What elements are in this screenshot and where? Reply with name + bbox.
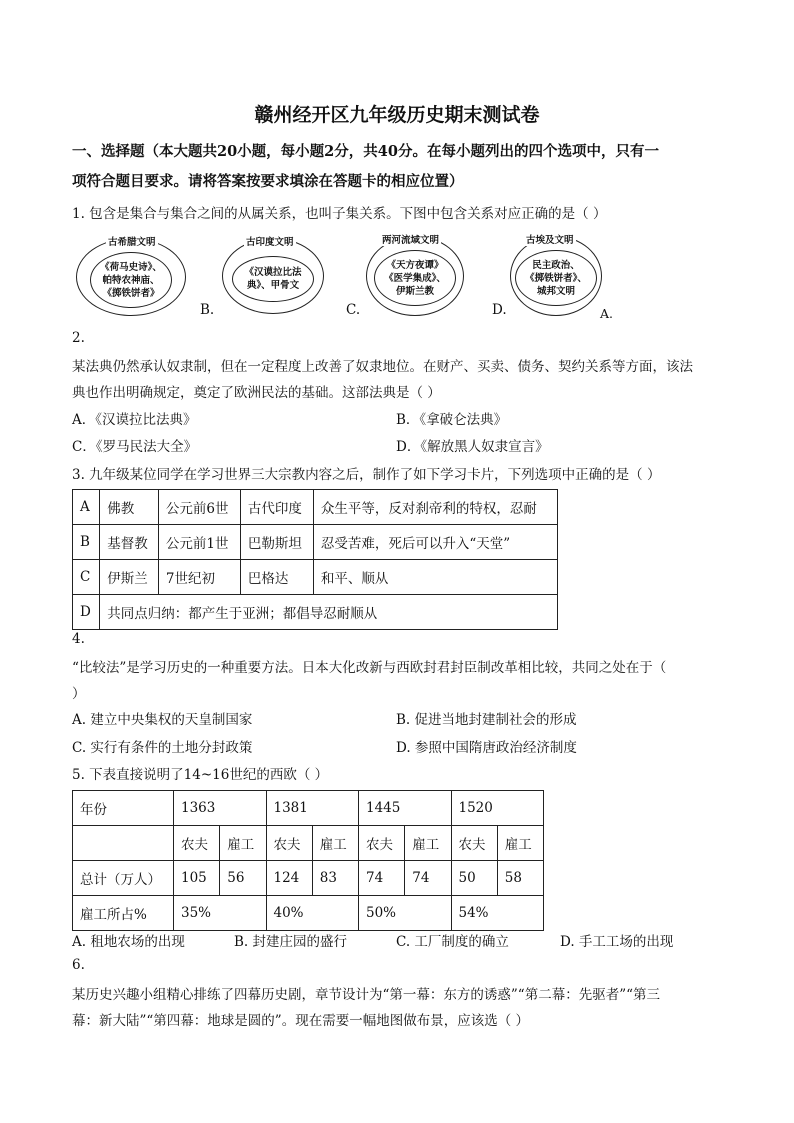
table-cell: B — [73, 525, 100, 560]
table-cell: C — [73, 560, 100, 595]
q2-stem-line1: 某法典仍然承认奴隶制，但在一定程度上改善了奴隶地位。在财产、买卖、债务、契约关系等方面，该法 — [72, 359, 693, 375]
table-cell: 年份 — [73, 791, 174, 826]
q4-option-b: B. 促进当地封建制社会的形成 — [396, 712, 577, 728]
table-cell: 佛教 — [100, 490, 159, 525]
diagram-inner-set: 《汉谟拉比法 典》、甲骨文 — [232, 256, 314, 302]
table-row — [73, 826, 544, 861]
table-cell: 雇工 — [405, 826, 451, 861]
table-row — [73, 896, 544, 931]
table-cell — [73, 826, 174, 861]
table-cell: 56 — [220, 861, 266, 896]
table-cell: 巴格达 — [240, 560, 313, 595]
table-cell: 105 — [174, 861, 220, 896]
diagram-inner-set: 民主政治、 《掷铁饼者》、 城邦文明 — [515, 250, 597, 306]
diagram-outer-label: 两河流域文明 — [380, 232, 441, 246]
table-cell: 雇工 — [312, 826, 358, 861]
table-row — [73, 791, 544, 826]
q2-number: 2. — [72, 330, 85, 346]
table-cell: 50% — [359, 896, 452, 931]
section-heading-line1: 一、选择题（本大题共20小题，每小题2分，共40分。在每小题列出的四个选项中，只有一 — [72, 143, 659, 160]
q5-population-table — [72, 790, 544, 931]
q3-religion-table — [72, 489, 558, 630]
table-row — [73, 490, 558, 525]
q1-stem: 1. 包含是集合与集合之间的从属关系，也叫子集关系。下图中包含关系对应正确的是（ ） — [72, 206, 607, 222]
table-cell: 雇工所占% — [73, 896, 174, 931]
table-cell: 35% — [174, 896, 267, 931]
q6-number: 6. — [72, 957, 85, 973]
table-cell: 巴勒斯坦 — [240, 525, 313, 560]
q5-option-a: A. 租地农场的出现 — [72, 934, 185, 950]
q2-stem-line2: 典也作出明确规定，奠定了欧洲民法的基础。这部法典是（ ） — [72, 385, 441, 401]
q4-stem-line1: “比较法”是学习历史的一种重要方法。日本大化改新与西欧封君封臣制改革相比较，共同之处在于（ — [72, 660, 667, 676]
table-cell: 1520 — [451, 791, 544, 826]
q3-stem: 3. 九年级某位同学在学习世界三大宗教内容之后，制作了如下学习卡片，下列选项中正确的是（ ） — [72, 467, 661, 483]
table-cell: 农夫 — [266, 826, 312, 861]
table-cell: 伊斯兰 — [100, 560, 159, 595]
q5-option-d: D. 手工工场的出现 — [560, 934, 674, 950]
q2-option-d: D．《解放黑人奴隶宣言》 — [396, 439, 549, 455]
q1-diagram-a — [76, 234, 186, 318]
table-cell: 1445 — [359, 791, 452, 826]
table-cell: A — [73, 490, 100, 525]
table-cell: 1363 — [174, 791, 267, 826]
q6-stem-line2: 幕：新大陆”“第四幕：地球是圆的”。现在需要一幅地图做布景，应该选（ ） — [72, 1013, 529, 1029]
q1-option-a-letter: A. — [600, 306, 614, 321]
table-cell: 农夫 — [451, 826, 497, 861]
table-cell: 农夫 — [174, 826, 220, 861]
table-cell: D — [73, 595, 100, 630]
table-row — [73, 560, 558, 595]
table-cell: 和平、顺从 — [313, 560, 557, 595]
table-cell: 7世纪初 — [158, 560, 240, 595]
diagram-inner-set: 《天方夜谭》 《医学集成》、 伊斯兰教 — [374, 250, 456, 306]
table-cell: 74 — [359, 861, 405, 896]
q1-option-d-letter: D. — [492, 302, 507, 318]
table-row — [73, 595, 558, 630]
table-cell: 公元前6世 — [158, 490, 240, 525]
q4-stem-line2: ） — [72, 686, 86, 702]
table-cell: 雇工 — [220, 826, 266, 861]
q1-diagram-d — [510, 232, 606, 318]
q4-option-a: A. 建立中央集权的天皇制国家 — [72, 712, 253, 728]
table-cell: 1381 — [266, 791, 359, 826]
table-row — [73, 525, 558, 560]
diagram-outer-label: 古印度文明 — [244, 234, 296, 248]
table-cell: 雇工 — [497, 826, 543, 861]
table-cell: 74 — [405, 861, 451, 896]
q1-diagram-c — [366, 232, 466, 318]
table-cell: 古代印度 — [240, 490, 313, 525]
q4-number: 4. — [72, 631, 85, 647]
table-cell: 公元前1世 — [158, 525, 240, 560]
q5-option-b: B. 封建庄园的盛行 — [234, 934, 348, 950]
table-row — [73, 861, 544, 896]
section-heading-line2: 项符合题目要求。请将答案按要求填涂在答题卡的相应位置） — [72, 173, 464, 190]
q5-option-c: C. 工厂制度的确立 — [396, 934, 509, 950]
table-cell: 124 — [266, 861, 312, 896]
page-title: 赣州经开区九年级历史期末测试卷 — [254, 104, 540, 126]
table-cell: 总计（万人） — [73, 861, 174, 896]
table-cell: 忍受苦难，死后可以升入“天堂” — [313, 525, 557, 560]
table-cell: 83 — [312, 861, 358, 896]
diagram-outer-label: 古希腊文明 — [106, 234, 158, 248]
table-cell: 农夫 — [359, 826, 405, 861]
diagram-outer-label: 古埃及文明 — [524, 232, 576, 246]
q4-option-c: C. 实行有条件的土地分封政策 — [72, 740, 253, 756]
table-cell: 54% — [451, 896, 544, 931]
q2-option-b: B．《拿破仑法典》 — [396, 412, 508, 428]
q1-option-c-letter: C. — [346, 302, 361, 318]
q4-option-d: D. 参照中国隋唐政治经济制度 — [396, 740, 577, 756]
table-cell: 共同点归纳：都产生于亚洲；都倡导忍耐顺从 — [100, 595, 558, 630]
q1-diagram-b — [222, 234, 328, 318]
q2-option-c: C．《罗马民法大全》 — [72, 439, 198, 455]
q1-option-b-letter: B. — [200, 302, 215, 318]
table-cell: 58 — [497, 861, 543, 896]
table-cell: 40% — [266, 896, 359, 931]
table-cell: 众生平等，反对刹帝利的特权，忍耐 — [313, 490, 557, 525]
table-cell: 基督教 — [100, 525, 159, 560]
diagram-inner-set: 《荷马史诗》、 帕特农神庙、 《掷铁饼者》 — [90, 252, 172, 308]
q2-option-a: A．《汉谟拉比法典》 — [72, 412, 197, 428]
q6-stem-line1: 某历史兴趣小组精心排练了四幕历史剧，章节设计为“第一幕：东方的诱惑”“第二幕：先驱者”“第三 — [72, 987, 661, 1003]
table-cell: 50 — [451, 861, 497, 896]
q5-stem: 5. 下表直接说明了14~16世纪的西欧（ ） — [72, 767, 329, 783]
